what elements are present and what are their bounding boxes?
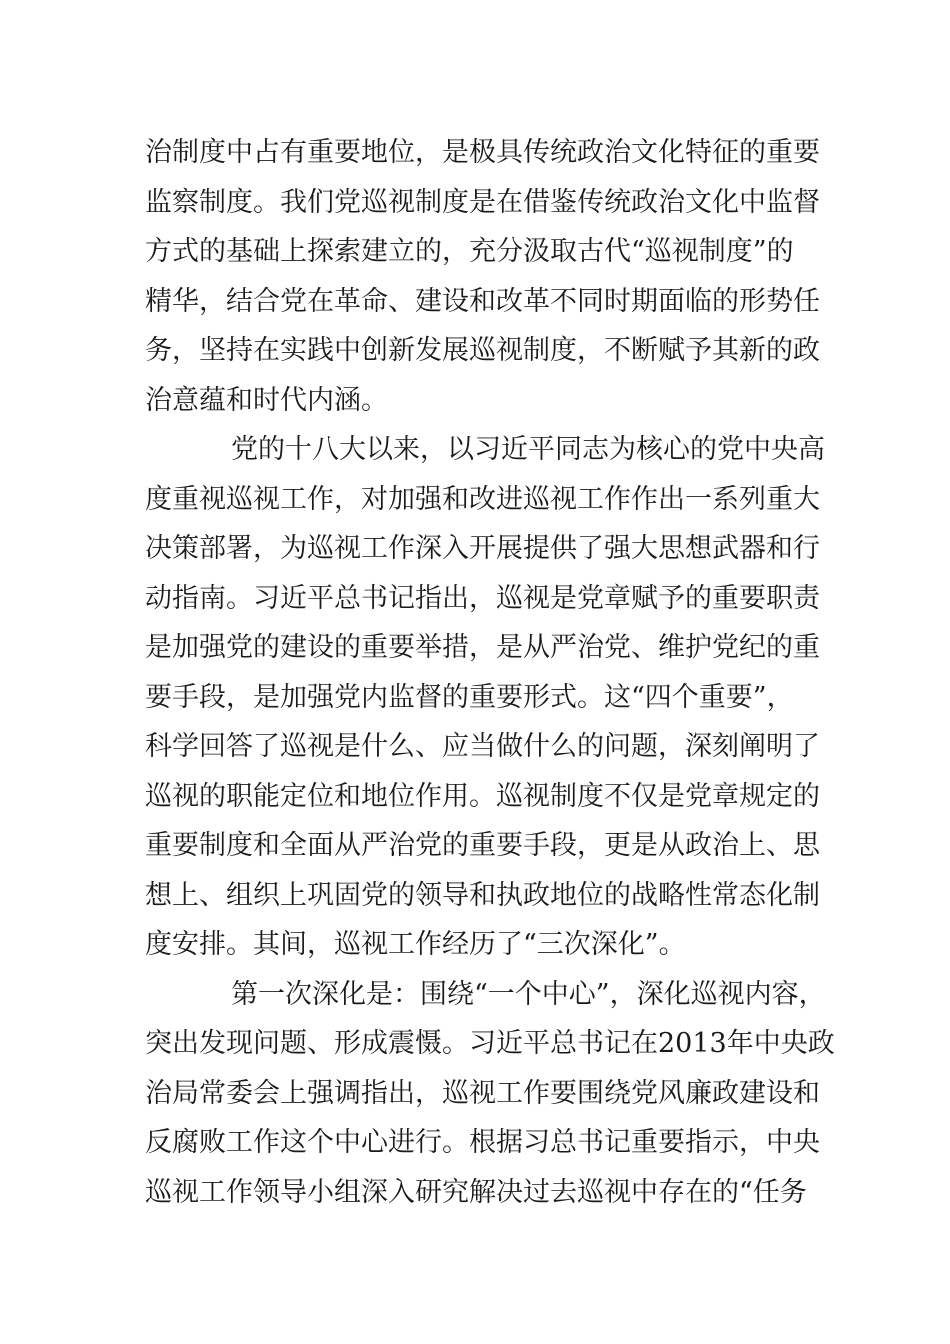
text-line: 治局常委会上强调指出，巡视工作要围绕党风廉政建设和 (145, 1077, 820, 1109)
text-line: 科学回答了巡视是什么、应当做什么的问题，深刻阐明了 (145, 731, 820, 762)
text-line: 度重视巡视工作，对加强和改进巡视工作作出一系列重大 (145, 483, 820, 515)
text-line: 想上、组织上巩固党的领导和执政地位的战略性常态化制 (145, 879, 820, 911)
text-line: 巡视的职能定位和地位作用。巡视制度不仅是党章规定的 (145, 780, 820, 812)
text-line: 反腐败工作这个中心进行。根据习总书记重要指示，中央 (145, 1127, 820, 1158)
text-line: 治意蕴和时代内涵。 (145, 384, 388, 416)
paragraph-2 (145, 425, 825, 970)
text-line: 要手段，是加强党内监督的重要形式。这“四个重要”， (145, 681, 794, 713)
text-line: 精华，结合党在革命、建设和改革不同时期面临的形势任 (145, 285, 820, 317)
paragraph-3 (145, 970, 835, 1218)
paragraph-1 (145, 128, 825, 425)
text-line: 巡视工作领导小组深入研究解决过去巡视中存在的“任务 (145, 1176, 807, 1208)
text-line: 方式的基础上探索建立的，充分汲取古代“巡视制度”的 (145, 236, 794, 267)
text-line: 决策部署，为巡视工作深入开展提供了强大思想武器和行 (145, 533, 820, 564)
body-text (145, 128, 835, 1217)
text-line: 监察制度。我们党巡视制度是在借鉴传统政治文化中监督 (145, 186, 820, 218)
text-line: 度安排。其间，巡视工作经历了“三次深化”。 (145, 929, 686, 960)
text-line: 突出发现问题、形成震慑。习近平总书记在2013年中央政 (145, 1028, 835, 1059)
text-line: 党的十八大以来，以习近平同志为核心的党中央高 (231, 434, 825, 465)
text-line: 重要制度和全面从严治党的重要手段，更是从政治上、思 (145, 830, 820, 861)
text-line: 务，坚持在实践中创新发展巡视制度，不断赋予其新的政 (145, 335, 820, 366)
text-line: 动指南。习近平总书记指出，巡视是党章赋予的重要职责 (145, 582, 820, 614)
text-line: 治制度中占有重要地位，是极具传统政治文化特征的重要 (145, 137, 820, 168)
text-line: 是加强党的建设的重要举措，是从严治党、维护党纪的重 (145, 632, 820, 663)
text-line: 第一次深化是：围绕“一个中心”，深化巡视内容， (231, 978, 826, 1010)
